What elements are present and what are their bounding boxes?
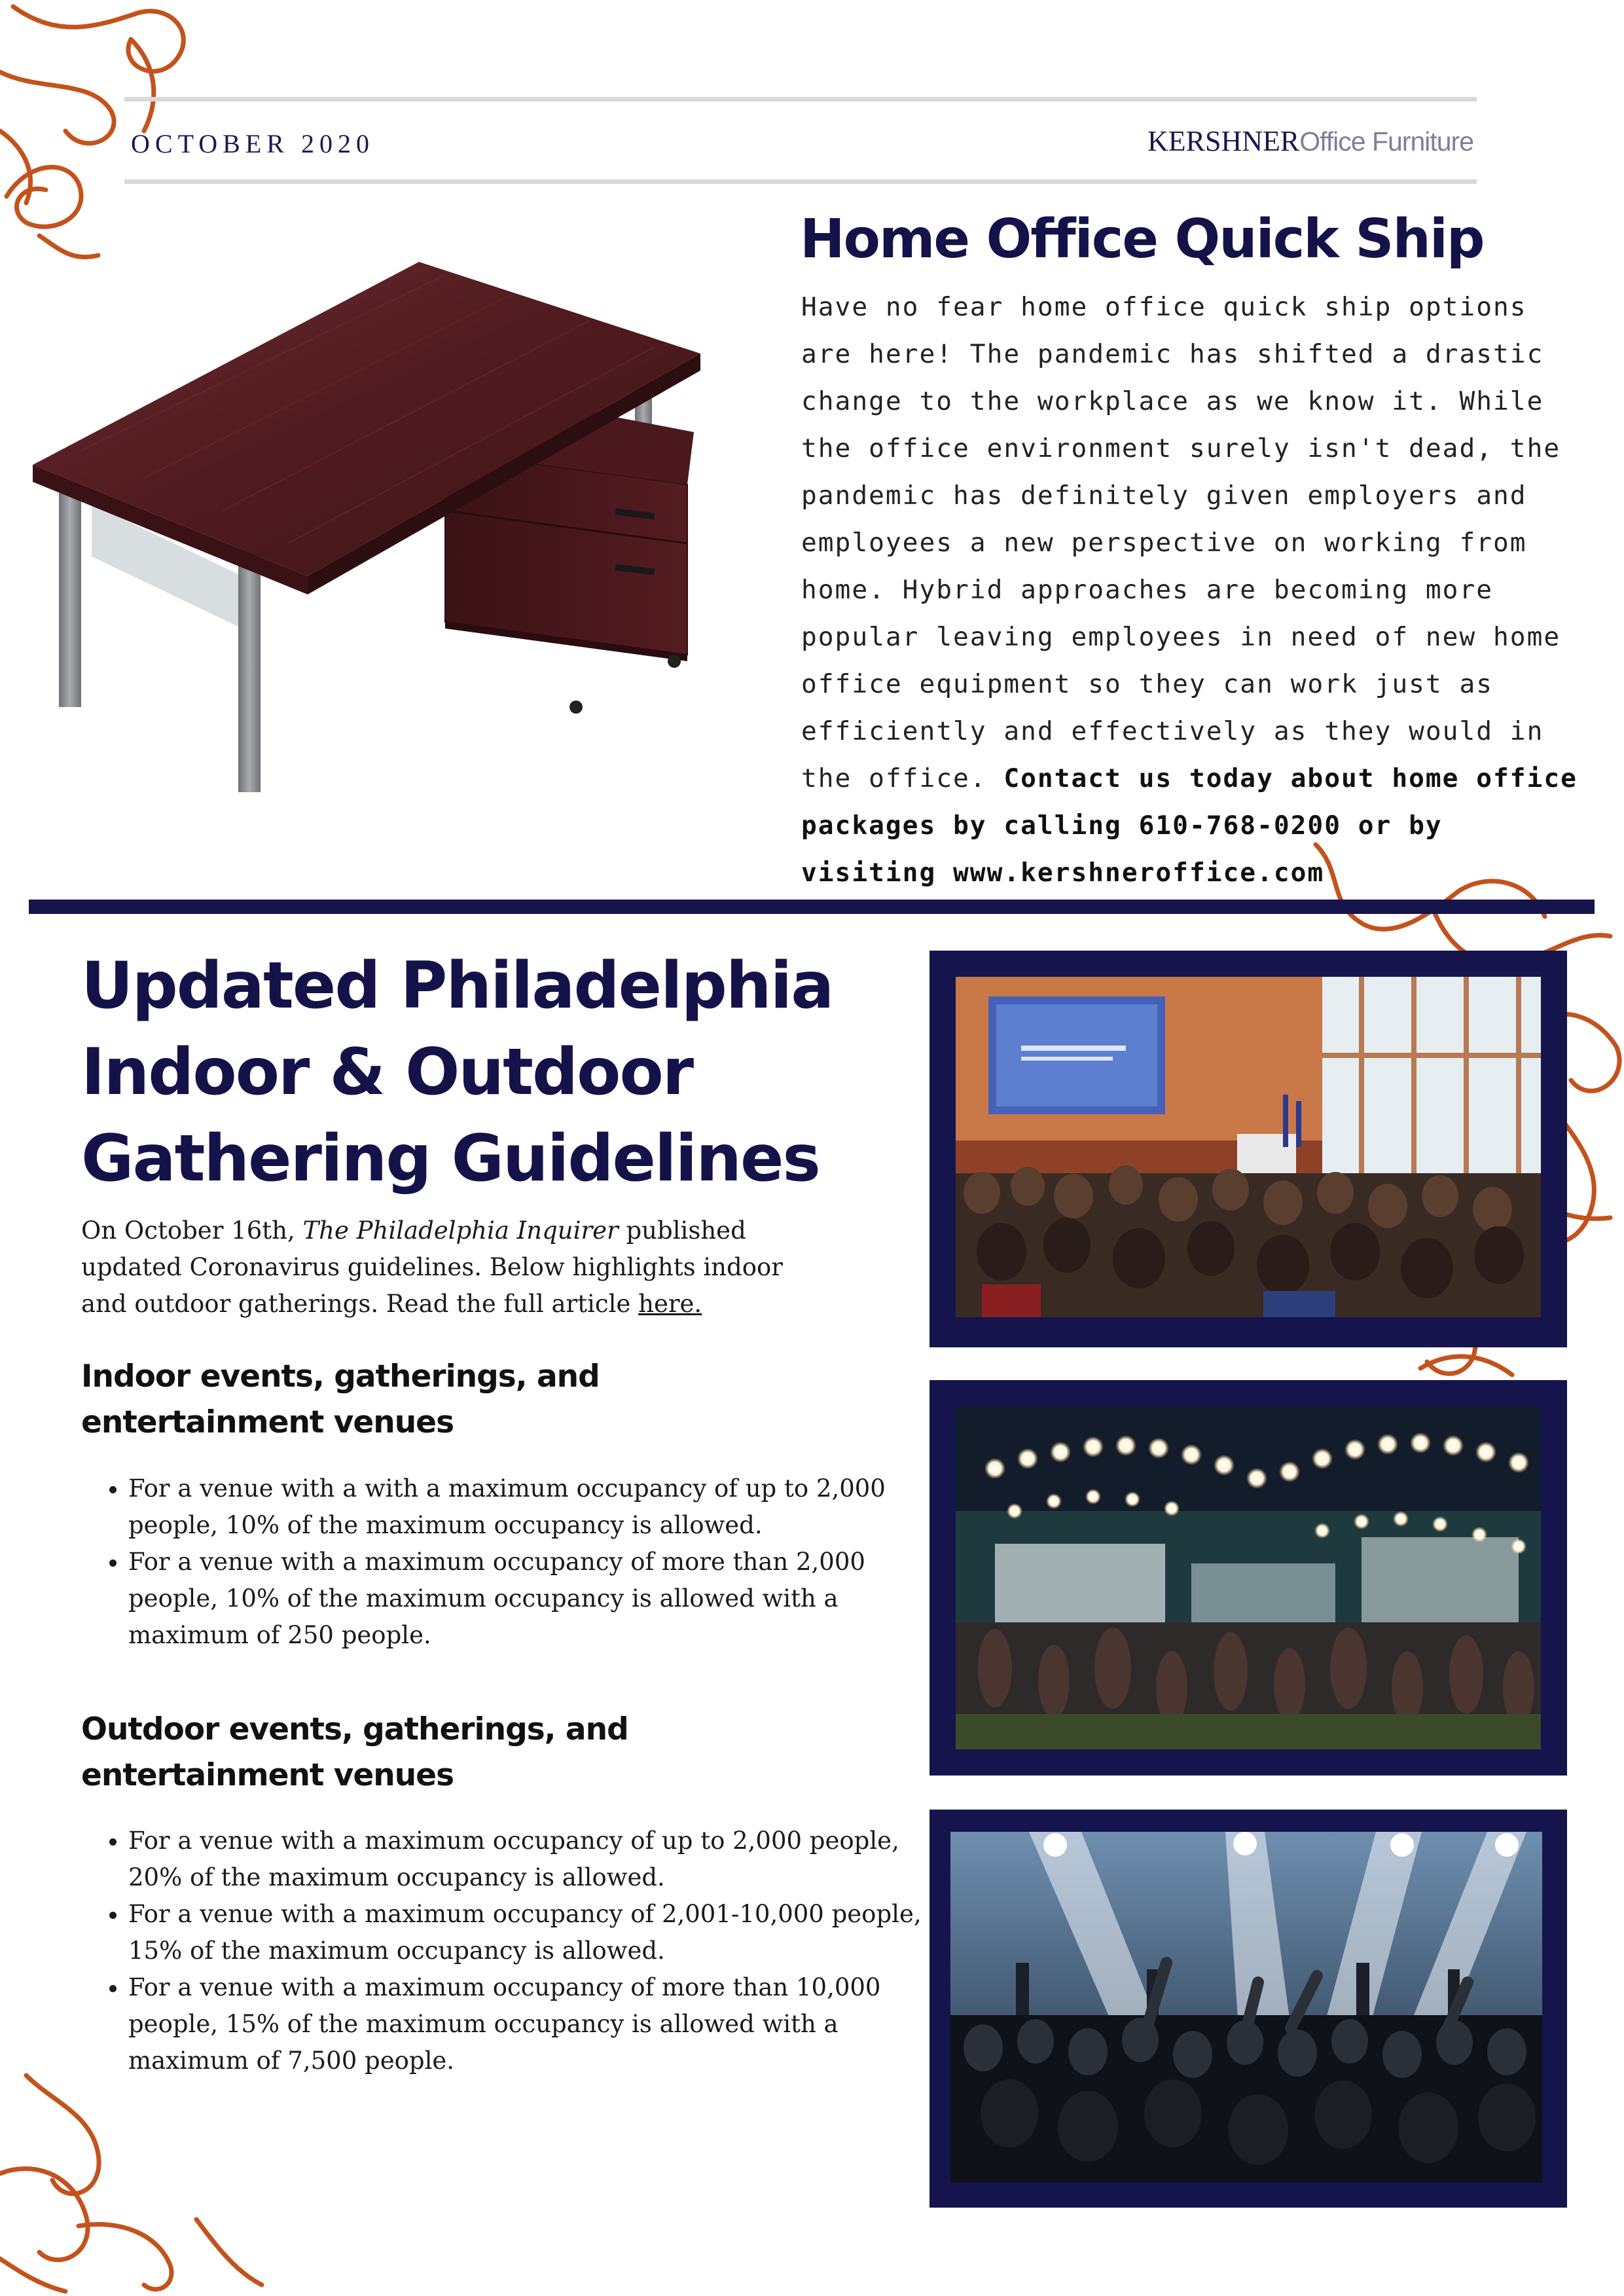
section-divider [29,900,1595,914]
conference-photo [956,977,1541,1317]
outdoor-heading-line-2: entertainment venues [81,1757,454,1793]
indoor-heading-line-2: entertainment venues [81,1404,454,1440]
list-item: • For a venue with a maximum occupancy of more than 2,000 people, 10% of the maximum occupancy is allowed with a maximum of 250 people. [128,1544,940,1654]
company-logo [1147,124,1473,158]
list-item: • For a venue with a with a maximum occupancy of up to 2,000 people, 10% of the maximum occupancy is allowed. [128,1470,940,1544]
header-top-rule [124,97,1477,101]
quick-ship-text: Have no fear home office quick ship options are here! The pandemic has shifted a drastic change to the workplace as we know it. While the office environment surely isn't dead, the pandemic has definitely given employers and employees a new perspective on working from home. Hybrid approaches are becoming more popular leaving employees in need of new home office equipment so they can work just as efficiently and effectively as they would in the office. [801,292,1561,793]
full-article-link[interactable]: here. [638,1290,702,1318]
guidelines-title: Updated Philadelphia Indoor & Outdoor Gathering Guidelines [81,949,833,1196]
intro-text-after: published updated Coronavirus guidelines. Below highlights indoor and outdoor gatherings. Read the full article [81,1216,783,1318]
concert-photo-frame [929,1810,1567,2208]
party-photo-frame [929,1380,1567,1776]
header-bottom-rule [124,179,1477,184]
list-item: • For a venue with a maximum occupancy of 2,001-10,000 people, 15% of the maximum occupancy is allowed. [128,1896,940,1969]
decorative-swirl-bottom-left [0,2062,275,2296]
outdoor-heading-line-1: Outdoor events, gatherings, and [81,1711,628,1747]
quick-ship-call-to-action[interactable]: Contact us today about home office packages by calling 610-768-0200 or by visiting www.kershneroffice.com [801,763,1578,888]
list-item: • For a venue with a maximum occupancy of up to 2,000 people, 20% of the maximum occupancy is allowed. [128,1823,940,1896]
office-desk-image [26,236,720,831]
intro-source-name: The Philadelphia Inquirer [302,1216,619,1245]
list-item: • For a venue with a maximum occupancy of more than 10,000 people, 15% of the maximum occupancy is allowed with a maximum of 7,500 people. [128,1969,940,2079]
indoor-heading-line-1: Indoor events, gatherings, and [81,1358,600,1394]
issue-date: OCTOBER 2020 [131,129,374,158]
guidelines-intro [81,1212,834,1322]
indoor-heading [81,1354,801,1446]
intro-text-before: On October 16th, [81,1216,303,1245]
party-photo [956,1406,1541,1749]
outdoor-heading [81,1707,801,1798]
concert-photo [950,1832,1542,2183]
conference-photo-frame [929,951,1567,1347]
indoor-guideline-list [92,1470,940,1654]
logo-light-text: Office Furniture [1299,126,1473,156]
logo-bold-text: KERSHNER [1147,125,1300,157]
quick-ship-body [801,283,1580,896]
quick-ship-title: Home Office Quick Ship [800,208,1484,270]
outdoor-guideline-list [92,1823,940,2079]
